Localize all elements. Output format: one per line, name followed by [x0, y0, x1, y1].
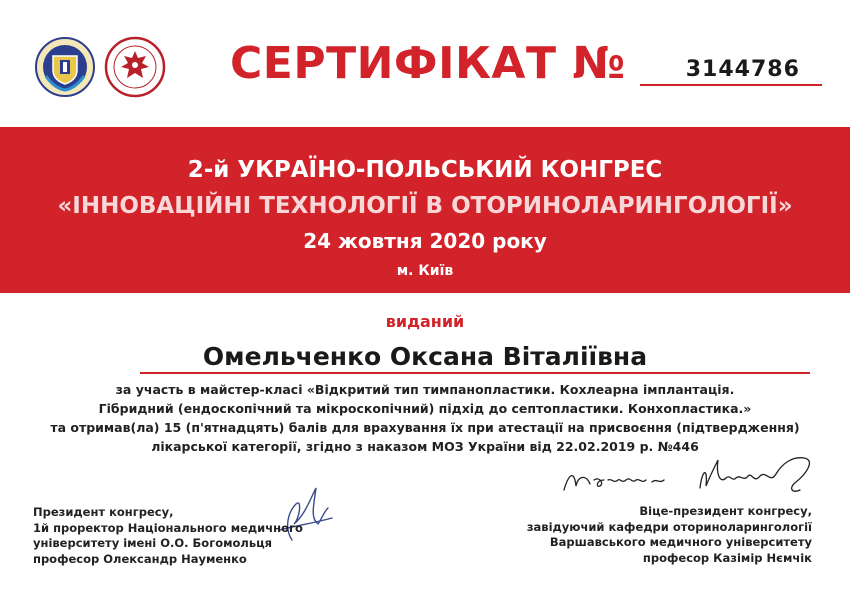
body-line: за участь в майстер-класі «Відкритий тип тимпанопластики. Кохлеарна імплантація. [115, 382, 735, 397]
university-crest-icon [34, 36, 96, 98]
signatory-right [527, 504, 812, 566]
body-line: Гібридний (ендоскопічний та мікроскопічний) підхід до септопластики. Конхопластика.» [98, 401, 752, 416]
signatory-left-line: професор Олександр Науменко [33, 551, 247, 566]
signatory-left [33, 505, 303, 567]
signatory-left-line: 1й проректор Національного медичного [33, 520, 303, 535]
congress-city: м. Київ [396, 263, 454, 279]
congress-date: 24 жовтня 2020 року [303, 229, 547, 253]
signatory-left-line: Президент конгресу, [33, 505, 174, 519]
recipient-underline [140, 372, 810, 374]
congress-banner [0, 127, 850, 293]
eagle-seal-icon [104, 36, 166, 98]
congress-title: 2-й УКРАЇНО-ПОЛЬСЬКИЙ КОНГРЕС [187, 157, 663, 183]
certificate-number: 3144786 [685, 57, 800, 82]
signatory-right-line: Варшавського медичного університету [549, 535, 812, 549]
body-line: лікарської категорії, згідно з наказом МОЗ України від 22.02.2019 р. №446 [151, 439, 699, 454]
certificate-number-field [640, 38, 822, 86]
congress-subtitle: «ІННОВАЦІЙНІ ТЕХНОЛОГІЇ В ОТОРИНОЛАРИНГОЛОГІЇ» [57, 193, 793, 219]
recipient-name: Омельченко Оксана Віталіївна [202, 342, 648, 371]
signatory-left-line: університету імені О.О. Богомольця [33, 536, 273, 550]
issued-label: виданий [385, 312, 465, 331]
signatory-right-line: Віце-президент конгресу, [639, 504, 812, 518]
signatory-right-line: завідуючий кафедри оториноларингології [526, 519, 812, 534]
body-line: та отримав(ла) 15 (п'ятнадцять) балів для врахування їх при атестації на присвоєння (підтвердження) [50, 420, 800, 435]
certificate-title-row [230, 38, 822, 89]
signature-right [560, 446, 820, 502]
signatory-right-line: професор Казімір Нємчік [642, 550, 812, 565]
certificate-body [40, 380, 810, 456]
certificate-title: СЕРТИФІКАТ № [230, 38, 626, 89]
